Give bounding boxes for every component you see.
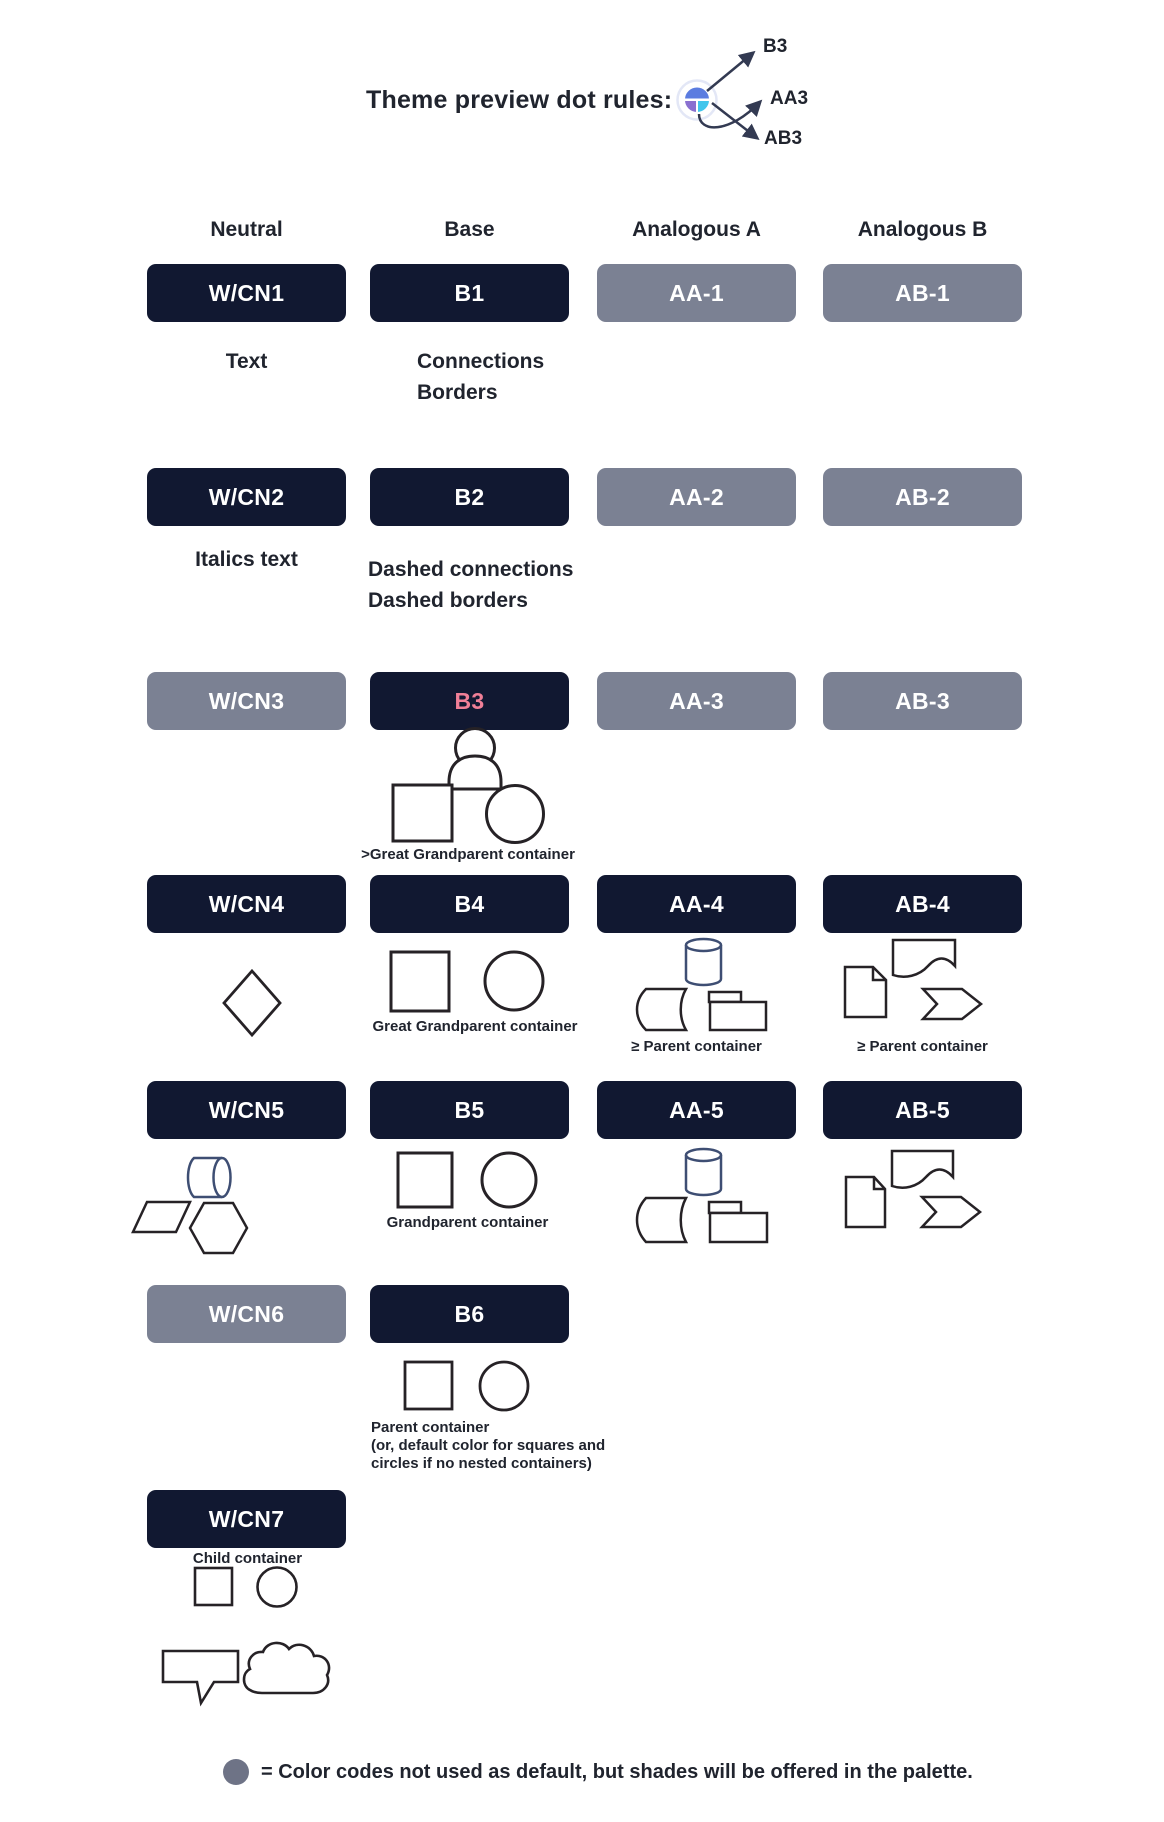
swatch-ab2 bbox=[823, 468, 1022, 526]
diamond-icon bbox=[224, 971, 280, 1035]
swatch-b6 bbox=[370, 1285, 569, 1343]
swatch-label: AB-4 bbox=[895, 890, 950, 917]
swatch-label: B6 bbox=[454, 1300, 485, 1327]
swatch-label: AA-4 bbox=[669, 890, 724, 917]
cylinder-horizontal-icon bbox=[188, 1158, 231, 1197]
swatch-label: W/CN2 bbox=[208, 483, 285, 510]
swatch-label: AB-3 bbox=[895, 687, 950, 714]
swatch-label: B1 bbox=[454, 279, 485, 306]
swatch-wcn1 bbox=[147, 264, 346, 322]
stored-data-icon bbox=[637, 1198, 686, 1242]
swatch-ab1 bbox=[823, 264, 1022, 322]
swatch-wcn7 bbox=[147, 1490, 346, 1548]
note-aa4-shapes: ≥ Parent container bbox=[631, 1038, 762, 1055]
swatch-aa1 bbox=[597, 264, 796, 322]
swatch-label: AA-1 bbox=[669, 279, 724, 306]
hexagon-icon bbox=[190, 1203, 247, 1253]
swatch-label: B2 bbox=[454, 483, 485, 510]
swatch-ab5 bbox=[823, 1081, 1022, 1139]
swatch-wcn5 bbox=[147, 1081, 346, 1139]
stored-data-icon bbox=[637, 989, 686, 1030]
swatch-b1 bbox=[370, 264, 569, 322]
swatch-label: AB-5 bbox=[895, 1096, 950, 1123]
dot-label-b3: B3 bbox=[763, 36, 788, 57]
chevron-arrow-icon bbox=[922, 1197, 980, 1227]
tabbed-rectangle-icon bbox=[709, 992, 766, 1030]
document-folded-corner-icon bbox=[845, 967, 886, 1017]
swatch-label: W/CN7 bbox=[208, 1505, 285, 1532]
note-line: (or, default color for squares and bbox=[371, 1437, 606, 1454]
document-folded-corner-icon bbox=[846, 1177, 885, 1227]
swatch-label: AA-3 bbox=[669, 687, 724, 714]
note-text: Text bbox=[225, 350, 268, 373]
note-line: Dashed borders bbox=[368, 589, 528, 612]
swatch-b5 bbox=[370, 1081, 569, 1139]
document-wavy-icon bbox=[893, 940, 955, 977]
cylinder-vertical-icon bbox=[686, 939, 721, 985]
square-icon bbox=[405, 1362, 452, 1409]
note-ab4-shapes: ≥ Parent container bbox=[857, 1038, 988, 1055]
document-wavy-icon bbox=[892, 1151, 953, 1188]
swatch-label: B4 bbox=[454, 890, 485, 917]
swatch-ab4 bbox=[823, 875, 1022, 933]
square-icon bbox=[398, 1153, 452, 1207]
circle-icon bbox=[485, 952, 543, 1010]
note-italics-text: Italics text bbox=[195, 548, 298, 571]
swatch-label: AA-2 bbox=[669, 483, 724, 510]
square-icon bbox=[393, 785, 452, 841]
swatch-wcn6 bbox=[147, 1285, 346, 1343]
swatch-aa3 bbox=[597, 672, 796, 730]
theme-preview-dot-icon bbox=[678, 81, 717, 120]
swatch-label: W/CN4 bbox=[208, 890, 285, 917]
note-b3-shapes: >Great Grandparent container bbox=[361, 846, 575, 863]
cloud-icon bbox=[244, 1643, 329, 1693]
swatch-b3 bbox=[370, 672, 569, 730]
swatch-label: AB-1 bbox=[895, 279, 950, 306]
circle-icon bbox=[482, 1153, 536, 1207]
square-icon bbox=[195, 1568, 232, 1605]
note-line: Connections bbox=[417, 350, 545, 373]
dot-label-aa3: AA3 bbox=[770, 88, 809, 109]
swatch-label: AA-5 bbox=[669, 1096, 724, 1123]
swatch-aa4 bbox=[597, 875, 796, 933]
circle-icon bbox=[487, 786, 544, 843]
swatch-b4 bbox=[370, 875, 569, 933]
circle-icon bbox=[480, 1362, 528, 1410]
parallelogram-icon bbox=[133, 1202, 190, 1232]
column-header-analogous-b: Analogous B bbox=[857, 218, 988, 241]
person-icon bbox=[449, 729, 501, 790]
chevron-arrow-icon bbox=[923, 989, 981, 1019]
note-b5-shapes: Grandparent container bbox=[386, 1214, 549, 1231]
note-line: circles if no nested containers) bbox=[371, 1455, 592, 1472]
circle-icon bbox=[258, 1568, 297, 1607]
dot-rule-arrows bbox=[699, 53, 760, 138]
square-icon bbox=[391, 952, 449, 1011]
note-line: Borders bbox=[417, 381, 498, 404]
swatch-aa2 bbox=[597, 468, 796, 526]
note-connections-borders bbox=[417, 346, 544, 408]
column-header-neutral: Neutral bbox=[210, 218, 283, 241]
tabbed-rectangle-icon bbox=[709, 1202, 767, 1242]
swatch-wcn2 bbox=[147, 468, 346, 526]
note-dashed bbox=[368, 554, 573, 616]
column-header-analogous-a: Analogous A bbox=[632, 218, 761, 241]
page-title: Theme preview dot rules: bbox=[366, 86, 673, 114]
swatch-label: W/CN5 bbox=[208, 1096, 285, 1123]
swatch-ab3 bbox=[823, 672, 1022, 730]
note-b4-shapes: Great Grandparent container bbox=[372, 1018, 578, 1035]
legend-gray-dot-icon bbox=[223, 1759, 249, 1785]
speech-bubble-icon bbox=[163, 1651, 238, 1703]
swatch-label: AB-2 bbox=[895, 483, 950, 510]
swatch-label: B5 bbox=[454, 1096, 485, 1123]
note-line: Parent container bbox=[371, 1419, 490, 1436]
cylinder-vertical-icon bbox=[686, 1149, 721, 1195]
dot-label-ab3: AB3 bbox=[764, 128, 803, 149]
note-line: Dashed connections bbox=[368, 558, 574, 581]
column-header-base: Base bbox=[444, 218, 495, 241]
swatch-b2 bbox=[370, 468, 569, 526]
note-b6-shapes bbox=[371, 1419, 641, 1473]
swatch-aa5 bbox=[597, 1081, 796, 1139]
swatch-label: W/CN3 bbox=[208, 687, 285, 714]
legend-text: = Color codes not used as default, but shades will be offered in the palette. bbox=[261, 1761, 973, 1783]
swatch-label: W/CN6 bbox=[208, 1300, 285, 1327]
swatch-label: B3 bbox=[454, 687, 485, 714]
swatch-label: W/CN1 bbox=[208, 279, 285, 306]
note-wcn7-shapes: Child container bbox=[192, 1550, 303, 1567]
swatch-wcn4 bbox=[147, 875, 346, 933]
swatch-wcn3 bbox=[147, 672, 346, 730]
